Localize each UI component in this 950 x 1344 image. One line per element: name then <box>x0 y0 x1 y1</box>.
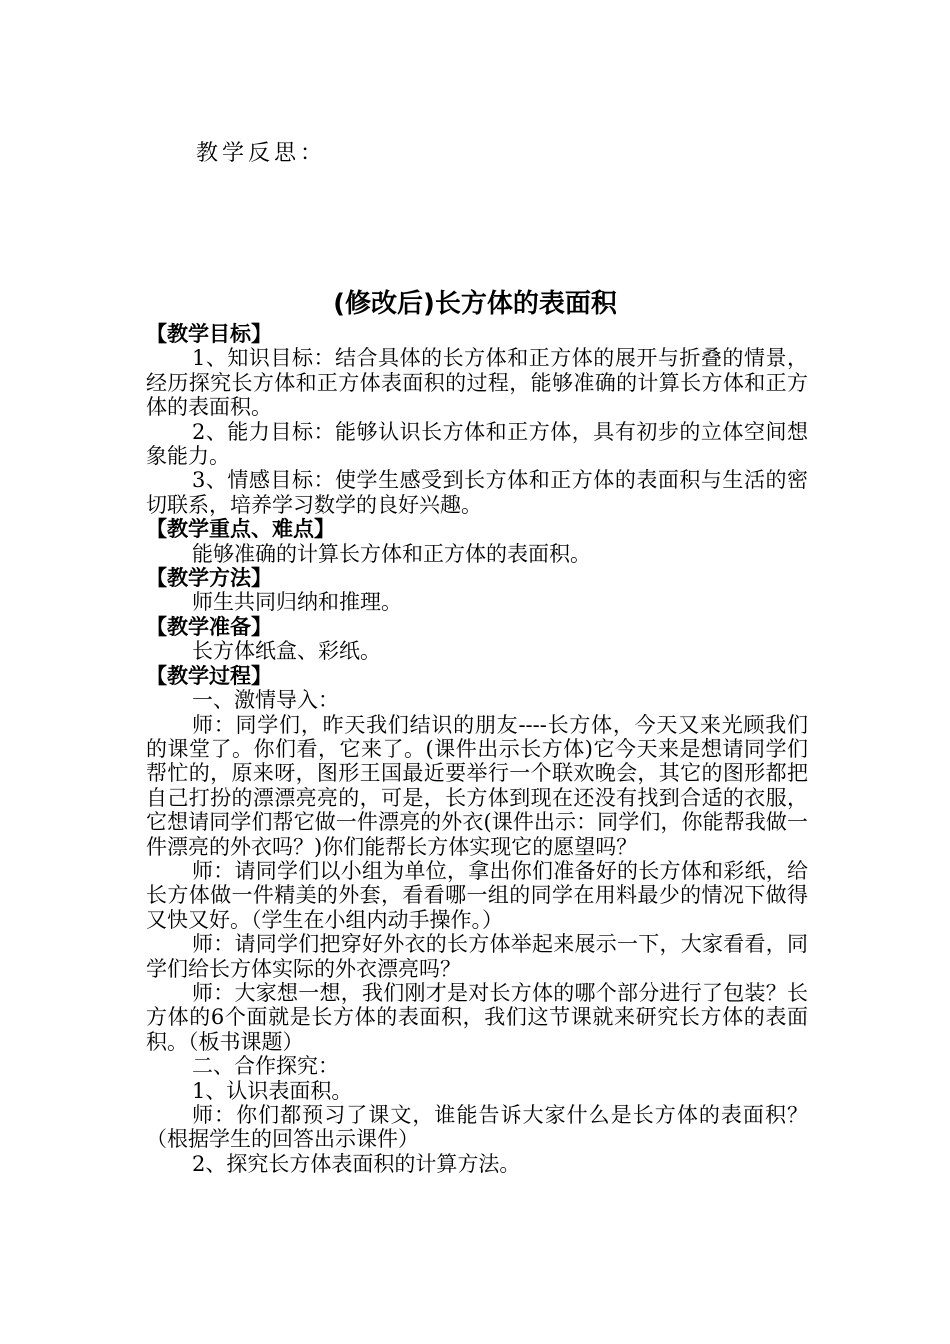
goal-item: 1、知识目标：结合具体的长方体和正方体的展开与折叠的情景，经历探究长方体和正方体表面积的过程，能够准确的计算长方体和正方体的表面积。 <box>146 346 808 420</box>
process-paragraph: 1、认识表面积。 <box>192 1078 353 1103</box>
document-title: (修改后)长方体的表面积 <box>333 289 617 319</box>
process-paragraph: 2、探究长方体表面积的计算方法。 <box>192 1151 521 1176</box>
section-heading-goals: 【教学目标】 <box>146 322 272 346</box>
process-paragraph: 师：请同学们以小组为单位，拿出你们准备好的长方体和彩纸，给长方体做一件精美的外套，看看哪一组的同学在用料最少的情况下做得又快又好。（学生在小组内动手操作。） <box>146 858 808 932</box>
section-heading-key-points: 【教学重点、难点】 <box>146 517 335 542</box>
section-heading-process: 【教学过程】 <box>146 663 272 688</box>
prep-text: 长方体纸盒、彩纸。 <box>192 639 381 664</box>
document-body <box>146 322 808 1176</box>
section-heading-prep: 【教学准备】 <box>146 614 272 639</box>
section-heading-method: 【教学方法】 <box>146 566 272 591</box>
process-paragraph: 二、合作探究： <box>192 1054 339 1079</box>
process-paragraph: 师：大家想一想，我们刚才是对长方体的哪个部分进行了包装？长方体的6个面就是长方体的表面积，我们这节课就来研究长方体的表面积。（板书课题） <box>146 980 808 1054</box>
key-points-text: 能够准确的计算长方体和正方体的表面积。 <box>192 541 591 566</box>
process-paragraph: 师：你们都预习了课文，谁能告诉大家什么是长方体的表面积？（根据学生的回答出示课件） <box>146 1103 808 1152</box>
process-paragraph: 师：请同学们把穿好外衣的长方体举起来展示一下，大家看看，同学们给长方体实际的外衣漂亮吗？ <box>146 932 808 981</box>
reflection-label: 教学反思： <box>196 141 327 166</box>
method-text: 师生共同归纳和推理。 <box>192 590 402 615</box>
goal-item: 2、能力目标：能够认识长方体和正方体，具有初步的立体空间想象能力。 <box>146 419 808 469</box>
process-paragraph: 一、激情导入： <box>192 688 339 713</box>
goal-item: 3、情感目标：使学生感受到长方体和正方体的表面积与生活的密切联系，培养学习数学的良好兴趣。 <box>146 468 808 517</box>
process-paragraph: 师：同学们，昨天我们结识的朋友----长方体，今天又来光顾我们的课堂了。你们看，它来了。(课件出示长方体)它今天来是想请同学们帮忙的，原来呀，图形王国最近要举行一个联欢晚会，其它的图形都把自己打扮的漂漂亮亮的，可是，长方体到现在还没有找到合适的衣服，它想请同学们帮它做一件漂亮的外衣(课件出示：同学们，你能帮我做一件漂亮的外衣吗？)你们能帮长方体实现它的愿望吗？ <box>146 712 808 859</box>
